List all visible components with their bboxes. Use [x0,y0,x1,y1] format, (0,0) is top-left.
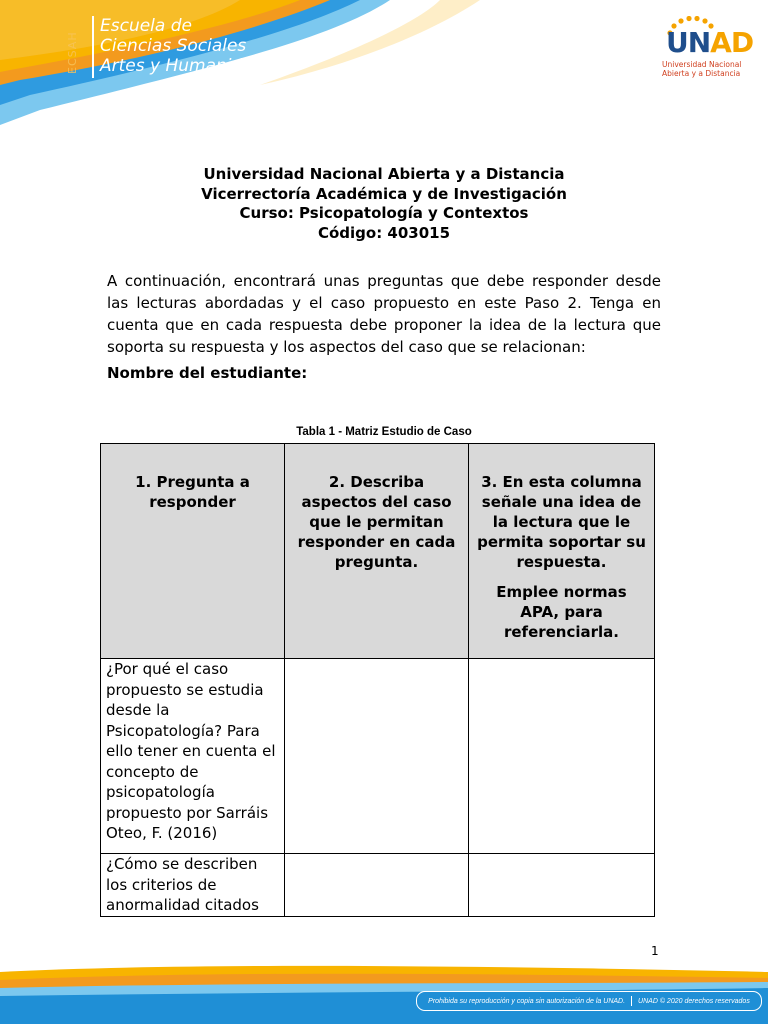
footer-notice-text: Prohibida su reproducción y copia sin autorización de la UNAD. [428,997,626,1005]
question-cell: ¿Por qué el caso propuesto se estudia desde la Psicopatología? Para ello tener en cuenta el concepto de psicopatología propuesto por Sarráis Oteo, F. (2016) [101,659,285,854]
header-reading: 3. En esta columna señale una idea de la lectura que le permita soportar su respuesta. Emplee normas APA, para referenciarla. [469,444,655,659]
header-aspects: 2. Describa aspectos del caso que le permitan responder en cada pregunta. [285,444,469,659]
table-caption: Tabla 1 - Matriz Estudio de Caso [296,426,472,438]
aspects-cell[interactable] [285,659,469,854]
reading-cell[interactable] [469,659,655,854]
unad-logo-subtitle: Universidad Nacional Abierta y a Distancia [662,60,742,78]
reading-cell[interactable] [469,854,655,917]
title-line: Curso: Psicopatología y Contextos [239,204,529,222]
title-line: Código: 403015 [317,223,451,242]
school-abbrev: ECSAH [66,31,79,74]
school-divider [92,16,94,78]
header-apa-note: Emplee normas APA, para referenciarla. [496,583,627,641]
case-study-matrix [100,443,655,917]
table-header-row [101,444,655,659]
school-name [100,16,283,76]
footer-copyright: UNAD © 2020 derechos reservados [638,997,750,1005]
school-line: Escuela de [100,16,192,36]
question-cell: ¿Cómo se describen los criterios de anormalidad citados [101,854,285,917]
header-question: 1. Pregunta a responder [101,444,285,659]
unad-logo-wordmark: UNAD [666,26,754,59]
table-row [101,659,655,854]
page-number: 1 [651,944,659,958]
intro-paragraph: A continuación, encontrará unas preguntas que debe responder desde las lecturas abordadas y el caso propuesto en este Paso 2. Tenga en cuenta que en cada respuesta debe proponer la idea de la lectura que soporta su respuesta y los aspectos del caso que se relacionan: [107,272,661,356]
table-row [101,854,655,917]
school-line: Ciencias Sociales [100,36,247,56]
student-name-label: Nombre del estudiante: [107,364,308,382]
footer-separator [631,996,632,1006]
aspects-cell[interactable] [285,854,469,917]
footer-notice [416,991,762,1011]
document-title [0,165,768,243]
title-line: Universidad Nacional Abierta y a Distancia [203,165,565,183]
title-line: Vicerrectoría Académica y de Investigación [201,184,567,203]
school-line: Artes y Humanidades [100,56,283,76]
